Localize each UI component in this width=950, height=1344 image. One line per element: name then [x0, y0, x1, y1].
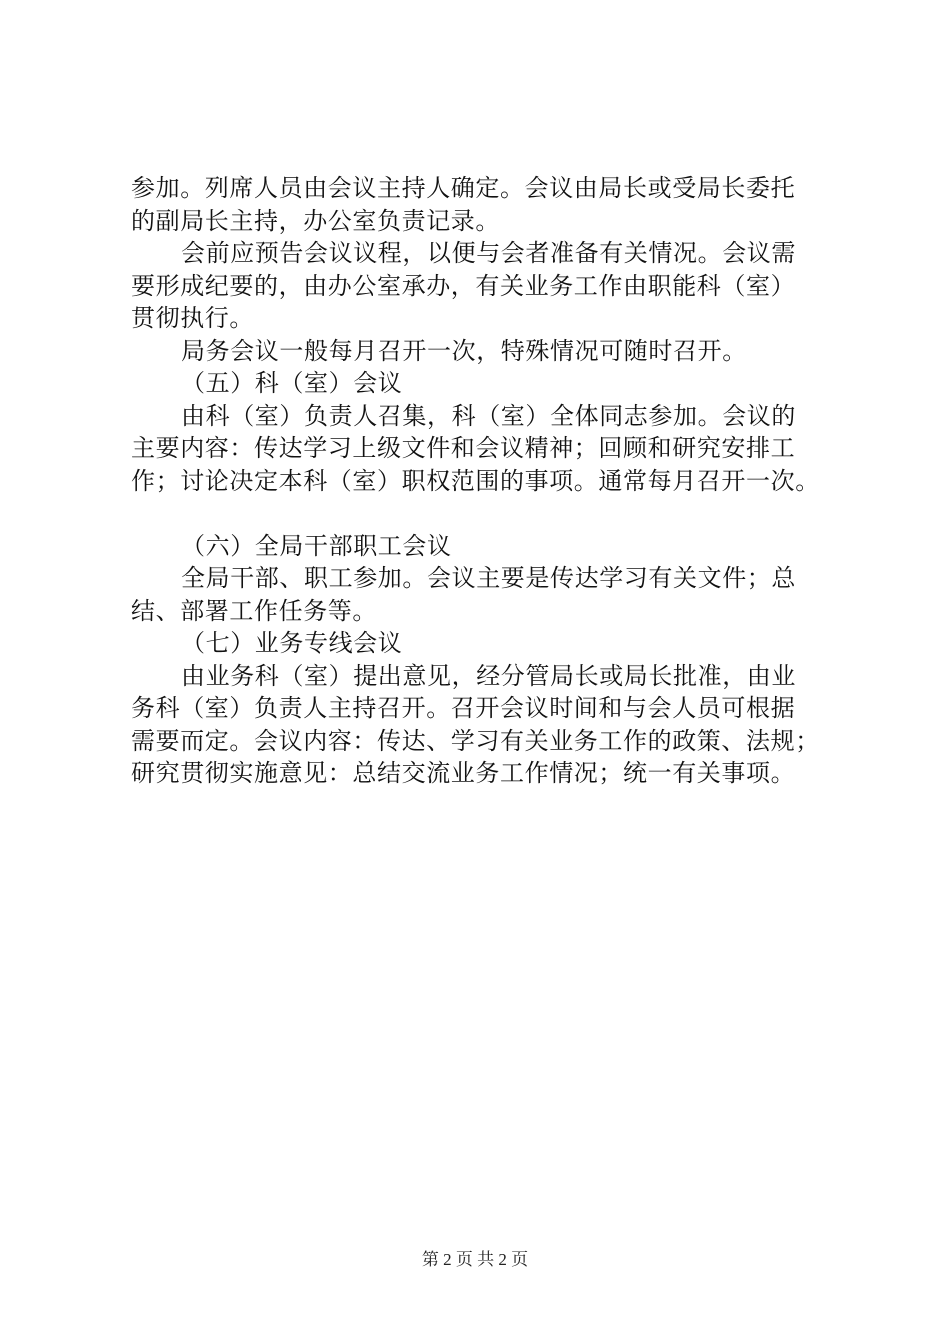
- text-line: （七）业务专线会议: [181, 629, 403, 657]
- page-footer: 第 2 页 共 2 页: [421, 1250, 529, 1269]
- text-line: 由科（室）负责人召集，科（室）全体同志参加。会议的: [181, 401, 796, 430]
- text-line: 贯彻执行。: [131, 304, 254, 332]
- text-line: 由业务科（室）提出意见，经分管局长或局长批准，由业: [181, 661, 796, 690]
- text-line: 研究贯彻实施意见：总结交流业务工作情况；统一有关事项。: [131, 759, 796, 787]
- text-line: 主要内容：传达学习上级文件和会议精神；回顾和研究安排工: [131, 434, 796, 462]
- text-line: 全局干部、职工参加。会议主要是传达学习有关文件；总: [181, 564, 796, 592]
- text-line: 会前应预告会议议程，以便与会者准备有关情况。会议需: [181, 239, 796, 267]
- text-line: （六）全局干部职工会议: [181, 531, 452, 560]
- text-line: 的副局长主持，办公室负责记录。: [131, 206, 500, 235]
- text-line: 要形成纪要的，由办公室承办，有关业务工作由职能科（室）: [131, 271, 796, 300]
- blank-line: [131, 497, 841, 530]
- text-line: 需要而定。会议内容：传达、学习有关业务工作的政策、法规；: [131, 726, 820, 755]
- text-line: 参加。列席人员由会议主持人确定。会议由局长或受局长委托: [131, 174, 796, 202]
- text-line: 务科（室）负责人主持召开。召开会议时间和与会人员可根据: [131, 694, 796, 722]
- document-body: [131, 172, 841, 790]
- text-line: 作；讨论决定本科（室）职权范围的事项。通常每月召开一次。: [131, 466, 820, 495]
- text-line: 结、部署工作任务等。: [131, 596, 377, 625]
- text-line: 局务会议一般每月召开一次，特殊情况可随时召开。: [181, 336, 747, 365]
- text-line: （五）科（室）会议: [181, 369, 403, 397]
